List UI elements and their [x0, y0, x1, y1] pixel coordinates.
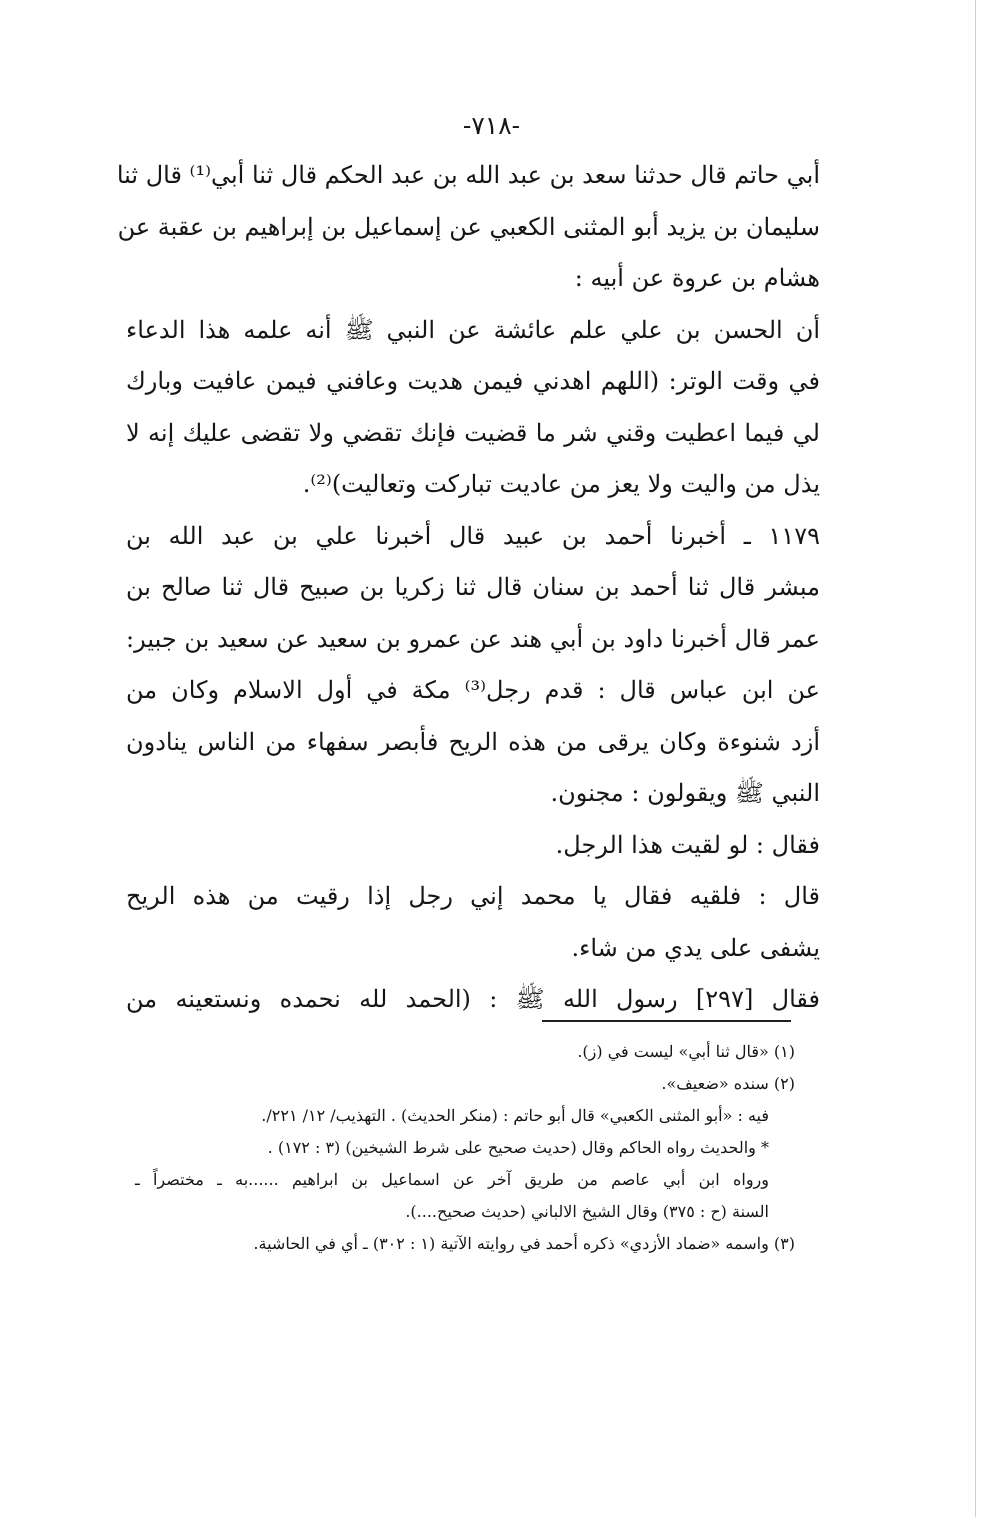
- text-line: فقال : لو لقيت هذا الرجل.: [555, 830, 820, 859]
- text-line: قال : فلقيه فقال يا محمد إني رجل إذا رقيت من هذه الريح: [126, 882, 820, 910]
- text-line: سليمان بن يزيد أبو المثنى الكعبي عن إسماعيل بن إبراهيم بن عقبة عن: [117, 212, 820, 241]
- main-text: [116, 150, 820, 1026]
- footnote-line: ورواه ابن أبي عاصم من طريق آخر عن اسماعيل بن ابراهيم ......به ـ مختصراً ـ: [135, 1170, 769, 1189]
- footnote-line: (٣) واسمه «ضماد الأزدي» ذكره أحمد في روايته الآتية (١ : ٣٠٢) ـ أي في الحاشية.: [253, 1234, 795, 1253]
- footnote-line: السنة (ح : ٣٧٥) وقال الشيخ الالباني (حديث صحيح....).: [405, 1202, 769, 1221]
- text-line: فقال [٢٩٧] رسول الله ﷺ : (الحمد لله نحمده ونستعينه من: [126, 985, 820, 1013]
- text-line: هشام بن عروة عن أبيه :: [574, 264, 820, 292]
- footnote-line: (١) «قال ثنا أبي» ليست في (ز).: [577, 1042, 795, 1061]
- text-line: في وقت الوتر: (اللهم اهدني فيمن هديت وعافني فيمن عافيت وبارك: [126, 367, 820, 395]
- text-line: مبشر قال ثنا أحمد بن سنان قال ثنا زكريا بن صبيح قال ثنا صالح بن: [126, 573, 820, 601]
- text-line: عمر قال أخبرنا داود بن أبي هند عن عمرو بن سعيد عن سعيد بن جبير:: [126, 624, 820, 653]
- text-line: يشفى على يدي من شاء.: [571, 933, 820, 962]
- text-line: يذل من واليت ولا يعز من عاديت تباركت وتعاليت)⁽²⁾.: [302, 470, 820, 498]
- text-line: عن ابن عباس قال : قدم رجل⁽³⁾ مكة في أول الاسلام وكان من: [126, 676, 820, 704]
- footnotes: [135, 1036, 795, 1260]
- footnote-separator: [542, 1020, 791, 1022]
- text-line: أزد شنوءة وكان يرقى من هذه الريح فأبصر سفهاء من الناس ينادون: [126, 727, 820, 756]
- page-number: -٧١٨-: [462, 111, 521, 140]
- text-line: ١١٧٩ ـ أخبرنا أحمد بن عبيد قال أخبرنا علي بن عبد الله بن: [126, 521, 820, 550]
- footnote-line: فيه : «أبو المثنى الكعبي» قال أبو حاتم : (منكر الحديث) . التهذيب/ ١٢/ ٢٢١/.: [261, 1106, 769, 1125]
- text-line: لي فيما اعطيت وقني شر ما قضيت فإنك تقضي ولا تقضى عليك إنه لا: [126, 418, 820, 447]
- text-line: النبي ﷺ ويقولون : مجنون.: [550, 779, 820, 807]
- footnote-line: * والحديث رواه الحاكم وقال (حديث صحيح على شرط الشيخين) (٣ : ١٧٢) .: [267, 1138, 769, 1157]
- page-edge-line: [975, 0, 976, 1517]
- text-line: أن الحسن بن علي علم عائشة عن النبي ﷺ أنه علمه هذا الدعاء: [126, 315, 820, 344]
- text-line: أبي حاتم قال حدثنا سعد بن عبد الله بن عبد الحكم قال ثنا أبي⁽¹⁾ قال ثنا: [116, 161, 820, 189]
- footnote-line: (٢) سنده «ضعيف».: [661, 1074, 795, 1093]
